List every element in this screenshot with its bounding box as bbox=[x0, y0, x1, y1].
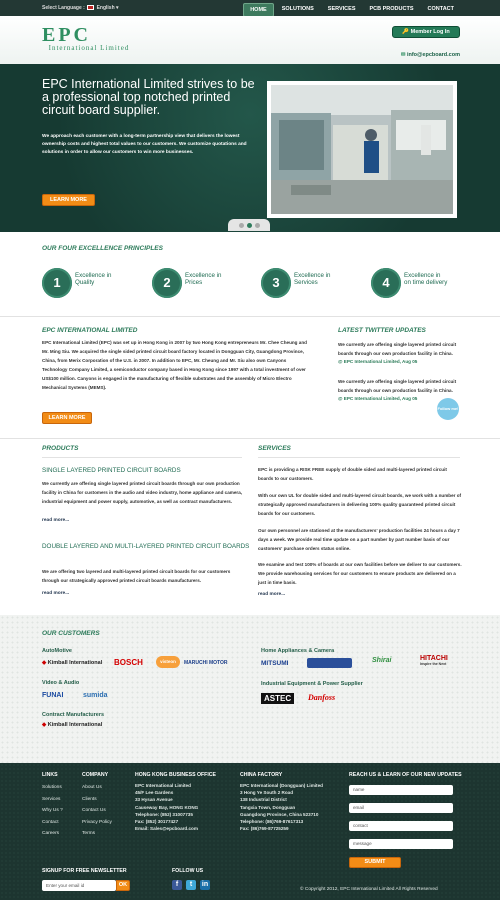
principle-line1: Excellence in bbox=[185, 272, 222, 279]
footer-link[interactable]: Services bbox=[42, 796, 61, 802]
hk-line: Telephone: (852) 31007735 bbox=[135, 811, 193, 817]
principle-number-2: 2 bbox=[152, 268, 182, 298]
carousel-dots bbox=[228, 219, 270, 231]
principles-title: OUR FOUR EXCELLENCE PRINCIPLES bbox=[42, 245, 163, 252]
principle-line2: Quality bbox=[75, 278, 95, 286]
principle-line2: on time delivery bbox=[404, 278, 448, 286]
kimball-mark-icon: ◆ bbox=[42, 722, 47, 728]
nav-pcb-products[interactable]: PCB PRODUCTS bbox=[369, 6, 414, 12]
footer-hk-address bbox=[135, 782, 198, 832]
top-bar bbox=[0, 0, 500, 16]
footer-email-input[interactable]: email bbox=[349, 803, 453, 813]
about-text: EPC International Limited (EPC) was set up in Hong Kong in 2007 by two Hong Kong entrepreneurs Mr. Chee Cheung and Mr. Ming Siu. We acquired the single sided printed circuit board factory located in Dongguan City, Guangdong Province, China, from Merix Corporation of the U.S. in 2007. In addition to EPC, Mr. Cheung and Mr. Siu also own Canyons Technology Company Limited, a semiconductor company based in Hong Kong since 1997 with a total investment of over US$100 million. Canyons is engaged in the manufacturing of flexible substrates and the assembly of Micro Electro Mechanical Systems (MEMS). bbox=[42, 340, 307, 390]
services-title: SERVICES bbox=[258, 445, 291, 452]
principle-line2: Services bbox=[294, 278, 318, 286]
customers-title: OUR CUSTOMERS bbox=[42, 630, 100, 637]
services-paragraph-3: Our own personnel are stationed at the manufacturers' production facilities 24 hours a day 7 days a week. We provide real time update on a part number by part number basis of our customers' purchase orders status online. bbox=[258, 528, 460, 551]
key-icon: 🔑 bbox=[402, 29, 410, 35]
divider bbox=[258, 457, 460, 458]
brand-astec: ASTEC bbox=[261, 693, 294, 704]
footer-company-link[interactable]: About Us bbox=[82, 785, 102, 790]
footer-reach-title: REACH US & LEARN OF OUR NEW UPDATES bbox=[349, 772, 462, 778]
brand-kimball bbox=[42, 660, 102, 666]
brand-sumida: sumida bbox=[83, 692, 108, 699]
brand-mitsumi: MITSUMI bbox=[261, 660, 289, 667]
customer-category-video-audio: Video & Audio bbox=[42, 680, 80, 686]
footer-company-link[interactable]: Clients bbox=[82, 796, 97, 802]
hk-line: EPC International Limited bbox=[135, 783, 191, 788]
header-email[interactable] bbox=[401, 52, 460, 58]
hk-line: Causeway Bay, HONG KONG bbox=[135, 804, 199, 810]
product-text-2: We are offering two layered and multi-layered printed circuit boards for our customers through our strategically approved printed circuit boards manufacturers. bbox=[42, 569, 231, 583]
follow-us-title: FOLLOW US bbox=[172, 868, 204, 874]
hero-text: We approach each customer with a long-term partnership view that delivers the lowest ownership costs and highest total values to our customers. We customize quotations and solutions in order to allow our customers to win more businesses. bbox=[42, 134, 247, 155]
customer-category-contract: Contract Manufacturers bbox=[42, 712, 105, 718]
footer-company-link[interactable]: Terms bbox=[82, 831, 96, 836]
china-line: Guangdong Province, China 523710 bbox=[240, 811, 319, 817]
divider bbox=[0, 438, 500, 439]
about-learn-more-button[interactable]: LEARN MORE bbox=[42, 412, 92, 424]
member-login-label: Member Log In bbox=[410, 29, 450, 35]
footer-link[interactable]: Careers bbox=[42, 831, 60, 836]
hero-banner bbox=[0, 64, 500, 232]
principle-label-1 bbox=[75, 273, 111, 286]
china-line: EPC International (Dongguan) Limited bbox=[240, 783, 323, 788]
principle-number-4: 4 bbox=[371, 268, 401, 298]
newsletter-title: SIGNUP FOR FREE NEWSLETTER bbox=[42, 868, 127, 874]
twitter-bird-icon[interactable] bbox=[437, 398, 459, 420]
hero-learn-more-button[interactable]: LEARN MORE bbox=[42, 194, 95, 206]
brand-kimball-2 bbox=[42, 722, 102, 728]
tweet-meta[interactable]: @ EPC International Limited, Aug 05 bbox=[338, 396, 418, 401]
customer-category-automotive: AutoMotive bbox=[42, 648, 72, 654]
brand-hitachi-text: HITACHI bbox=[420, 655, 448, 662]
hero-factory-image bbox=[267, 81, 457, 218]
china-line: Telephone: (86)769-87617313 bbox=[240, 819, 304, 825]
hk-line: 45/F Lee Gardens bbox=[135, 790, 174, 796]
header bbox=[0, 16, 500, 64]
footer-message-input[interactable]: message bbox=[349, 839, 453, 849]
divider bbox=[42, 457, 242, 458]
footer-name-input[interactable]: name bbox=[349, 785, 453, 795]
logo-sub-text: International Limited bbox=[48, 44, 130, 52]
newsletter-email-input[interactable]: Enter your email id bbox=[42, 880, 116, 891]
header-email-text: info@epcboard.com bbox=[406, 52, 460, 58]
services-read-more[interactable]: read more... bbox=[258, 592, 286, 597]
kimball-mark-icon: ◆ bbox=[42, 660, 47, 666]
nav-contact[interactable]: CONTACT bbox=[427, 6, 454, 12]
copyright-text: © Copyright 2012, EPC International Limited All Rights Reserved bbox=[300, 887, 438, 892]
customer-category-home: Home Appliances & Camera bbox=[261, 648, 335, 654]
products-title: PRODUCTS bbox=[42, 445, 79, 452]
carousel-dot-active[interactable] bbox=[247, 223, 252, 228]
footer-links-list bbox=[42, 782, 63, 840]
footer-company-list bbox=[82, 782, 112, 840]
newsletter-ok-button[interactable]: OK bbox=[116, 880, 130, 891]
brand-bosch: BOSCH bbox=[114, 658, 143, 667]
product-read-more-2[interactable]: read more... bbox=[42, 591, 70, 596]
divider bbox=[0, 316, 500, 317]
flag-icon bbox=[87, 5, 94, 10]
china-line: 138 Industrial District bbox=[240, 797, 287, 803]
brand-visteon: visteon bbox=[156, 656, 180, 668]
product-heading-2[interactable]: DOUBLE LAYERED AND MULTI-LAYERED PRINTED CIRCUIT BOARDS bbox=[42, 543, 250, 550]
principle-number-1: 1 bbox=[42, 268, 72, 298]
principle-line2: Prices bbox=[185, 278, 203, 286]
china-line: Fax: (86)769-87725259 bbox=[240, 826, 289, 832]
tweet-text: We currently are offering single layered printed circuit boards through our own production facility in China. bbox=[338, 342, 457, 356]
services-paragraph-2: With our own UL for double sided and multi-layered circuit boards, we work with a number of strategically approved manufacturers in delivering 100% quality guaranteed printed circuit boards for our customers. bbox=[258, 493, 462, 516]
hk-email[interactable]: Email: Sales@epcboard.com bbox=[135, 826, 198, 832]
customers-section bbox=[0, 615, 500, 763]
brand-shirai: Shirai bbox=[372, 657, 392, 664]
language-label: Select Language : bbox=[42, 5, 85, 11]
principle-label-2 bbox=[185, 273, 221, 286]
factory-photo bbox=[271, 85, 453, 214]
footer-china-title: CHINA FACTORY bbox=[240, 772, 283, 778]
principle-label-3 bbox=[294, 273, 330, 286]
follow-me-badge: Follow me! bbox=[437, 406, 459, 411]
envelope-icon: ✉ bbox=[400, 52, 406, 58]
brand-kimball-2-text: Kimball International bbox=[47, 722, 103, 728]
principle-line1: Excellence in bbox=[75, 272, 112, 279]
services-paragraph-1: EPC is providing a RISK FREE supply of double sided and multi-layered printed circuit boards to our customers. bbox=[258, 467, 447, 481]
footer-link[interactable]: Solutions bbox=[42, 785, 62, 790]
carousel-dot[interactable] bbox=[239, 223, 244, 228]
carousel-dot[interactable] bbox=[255, 223, 260, 228]
nav-home[interactable]: HOME bbox=[243, 3, 274, 17]
footer-company-title: COMPANY bbox=[82, 772, 109, 778]
brand-funai: FUNAI bbox=[42, 692, 64, 699]
footer-company-link[interactable]: Privacy Policy bbox=[82, 819, 112, 825]
product-read-more-1[interactable]: read more... bbox=[42, 518, 70, 523]
principle-line1: Excellence in bbox=[294, 272, 331, 279]
hk-line: Fax: (852) 30177427 bbox=[135, 819, 179, 825]
chevron-down-icon: ▾ bbox=[116, 5, 119, 11]
product-heading-1[interactable]: SINGLE LAYERED PRINTED CIRCUIT BOARDS bbox=[42, 467, 181, 474]
footer-company-link[interactable]: Contact Us bbox=[82, 808, 106, 813]
hitachi-tagline: Inspire the Next bbox=[420, 662, 447, 666]
linkedin-icon[interactable]: in bbox=[201, 881, 209, 888]
brand-kimball-text: Kimball International bbox=[47, 660, 103, 666]
footer-link[interactable]: Contact bbox=[42, 819, 59, 825]
principle-number-3: 3 bbox=[261, 268, 291, 298]
tweet-text: We currently are offering single layered printed circuit boards through our own production facility in China. bbox=[338, 379, 457, 393]
principle-label-4 bbox=[404, 273, 447, 286]
brand-logo-blue bbox=[307, 658, 352, 668]
twitter-title: LATEST TWITTER UPDATES bbox=[338, 327, 426, 334]
customer-category-industrial: Industrial Equipment & Power Supplier bbox=[261, 681, 363, 687]
about-title: EPC INTERNATIONAL LIMITED bbox=[42, 327, 138, 334]
twitter-icon[interactable]: t bbox=[186, 880, 196, 890]
services-paragraph-4: We examine and test 100% of boards at our own facilities before we deliver to our customers. We provide warehousing services for our customers to ensure products are delivered on a just in time basis. bbox=[258, 562, 462, 585]
footer-links-title: LINKS bbox=[42, 772, 58, 778]
china-line: 3 Hong Ye South 2 Road bbox=[240, 790, 294, 796]
logo-main-text: EPC bbox=[42, 24, 91, 46]
footer-link[interactable]: Why Us ? bbox=[42, 808, 63, 813]
brand-maruchi: MARUCHI MOTOR bbox=[184, 660, 228, 666]
tweet-item bbox=[338, 341, 460, 367]
logo[interactable] bbox=[42, 26, 136, 60]
nav-services[interactable]: SERVICES bbox=[327, 6, 356, 12]
brand-danfoss: Danfoss bbox=[308, 693, 336, 702]
footer-china-address bbox=[240, 782, 323, 832]
brand-hitachi bbox=[420, 655, 448, 666]
footer-contact-input[interactable]: contact bbox=[349, 821, 453, 831]
china-line: Tangxia Town, Dongguan bbox=[240, 804, 296, 810]
nav-solutions[interactable]: SOLUTIONS bbox=[281, 6, 314, 12]
footer-hk-title: HONG KONG BUSINESS OFFICE bbox=[135, 772, 216, 778]
footer-submit-button[interactable]: SUBMIT bbox=[349, 857, 401, 868]
hero-title: EPC International Limited strives to be a professional top notched printed circuit board supplier. bbox=[42, 77, 255, 117]
product-text-1: We currently are offering single layered printed circuit boards through our own production facility in China for customers in the audio and video industry, home appliance and camera, industrial equipment and power supply, automotive, as well as contract manufacturers. bbox=[42, 481, 243, 504]
member-login-button[interactable] bbox=[392, 26, 460, 38]
facebook-icon[interactable]: f bbox=[172, 880, 182, 890]
main-nav bbox=[243, 3, 460, 17]
language-value: English bbox=[96, 5, 115, 11]
language-selector[interactable] bbox=[42, 5, 119, 11]
tweet-meta[interactable]: @ EPC International Limited, Aug 05 bbox=[338, 359, 418, 364]
principle-line1: Excellence in bbox=[404, 272, 441, 279]
hk-line: 33 Hysan Avenue bbox=[135, 797, 173, 803]
